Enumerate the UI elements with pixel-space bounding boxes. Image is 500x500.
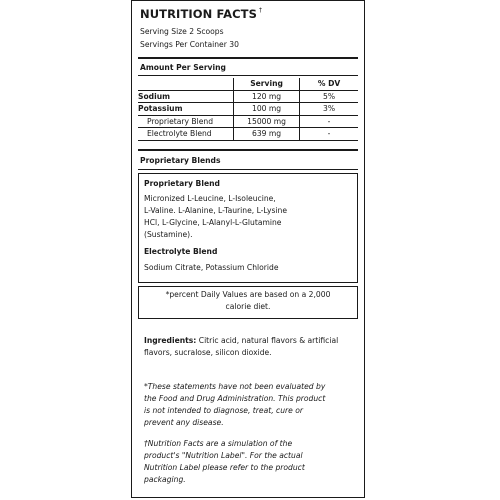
disclaimer-line: *These statements have not been evaluated by (144, 382, 326, 391)
nutrient-serving: 100 mg (234, 103, 300, 116)
nutrient-dv: - (300, 115, 358, 128)
ingredients (144, 335, 356, 359)
blend-line: Micronized L-Leucine, L-Isoleucine, (144, 194, 276, 203)
daily-values-line: *percent Daily Values are based on a 2,000 (165, 290, 331, 299)
simulation-note-line: packaging. (144, 475, 186, 484)
nutrient-dv: 3% (300, 103, 358, 116)
nutrient-name: Proprietary Blend (138, 115, 234, 128)
blend-line: HCl, L-Glycine, L-Alanyl-L-Glutamine (144, 218, 282, 227)
simulation-note-line: product's "Nutrition Label". For the actual (144, 451, 303, 460)
nutrient-dv: 5% (300, 90, 358, 103)
dagger-mark: † (258, 7, 263, 15)
thick-divider (138, 57, 358, 59)
servings-per-container: Servings Per Container 30 (140, 40, 239, 49)
ingredients-label: Ingredients: (144, 336, 197, 345)
header-cell (138, 78, 234, 90)
blend-line: (Sustamine). (144, 230, 193, 239)
nutrient-name: Sodium (138, 90, 234, 103)
nutrient-dv: - (300, 128, 358, 141)
table-row (138, 115, 358, 128)
blends-box (138, 173, 358, 283)
divider (138, 75, 358, 76)
electrolyte-blend-title: Electrolyte Blend (144, 247, 218, 256)
nutrient-serving: 639 mg (234, 128, 300, 141)
nutrition-facts-panel (131, 0, 365, 498)
nutrient-serving: 15000 mg (234, 115, 300, 128)
proprietary-blends-heading: Proprietary Blends (140, 156, 221, 165)
panel-title-text: NUTRITION FACTS (140, 7, 257, 21)
table-row (138, 128, 358, 141)
simulation-note-line: Nutrition Label please refer to the product (144, 463, 305, 472)
nutrient-serving: 120 mg (234, 90, 300, 103)
table-header-row (138, 78, 358, 90)
disclaimer-line: prevent any disease. (144, 418, 224, 427)
table-row (138, 103, 358, 116)
nutrient-name: Electrolyte Blend (138, 128, 234, 141)
divider (138, 169, 358, 170)
nutrient-name: Potassium (138, 103, 234, 116)
header-cell: Serving (234, 78, 300, 90)
table-row (138, 90, 358, 103)
header-cell: % DV (300, 78, 358, 90)
nutrient-table (138, 78, 358, 141)
daily-values-line: calorie diet. (225, 301, 271, 311)
daily-values-note (138, 286, 358, 319)
disclaimer-line: is not intended to diagnose, treat, cure or (144, 406, 303, 415)
blend-line: L-Valine. L-Alanine, L-Taurine, L-Lysine (144, 206, 287, 215)
simulation-note-line: †Nutrition Facts are a simulation of the (144, 439, 293, 448)
serving-size: Serving Size 2 Scoops (140, 27, 224, 36)
disclaimer-line: the Food and Drug Administration. This product (144, 394, 326, 403)
amount-per-serving: Amount Per Serving (140, 63, 226, 72)
proprietary-blend-title: Proprietary Blend (144, 179, 220, 188)
electrolyte-blend-text: Sodium Citrate, Potassium Chloride (144, 263, 279, 272)
ingredients-text: Citric acid, natural flavors & artificial flavors, sucralose, silicon dioxide. (144, 336, 339, 357)
panel-title (140, 7, 262, 21)
thick-divider (138, 149, 358, 151)
